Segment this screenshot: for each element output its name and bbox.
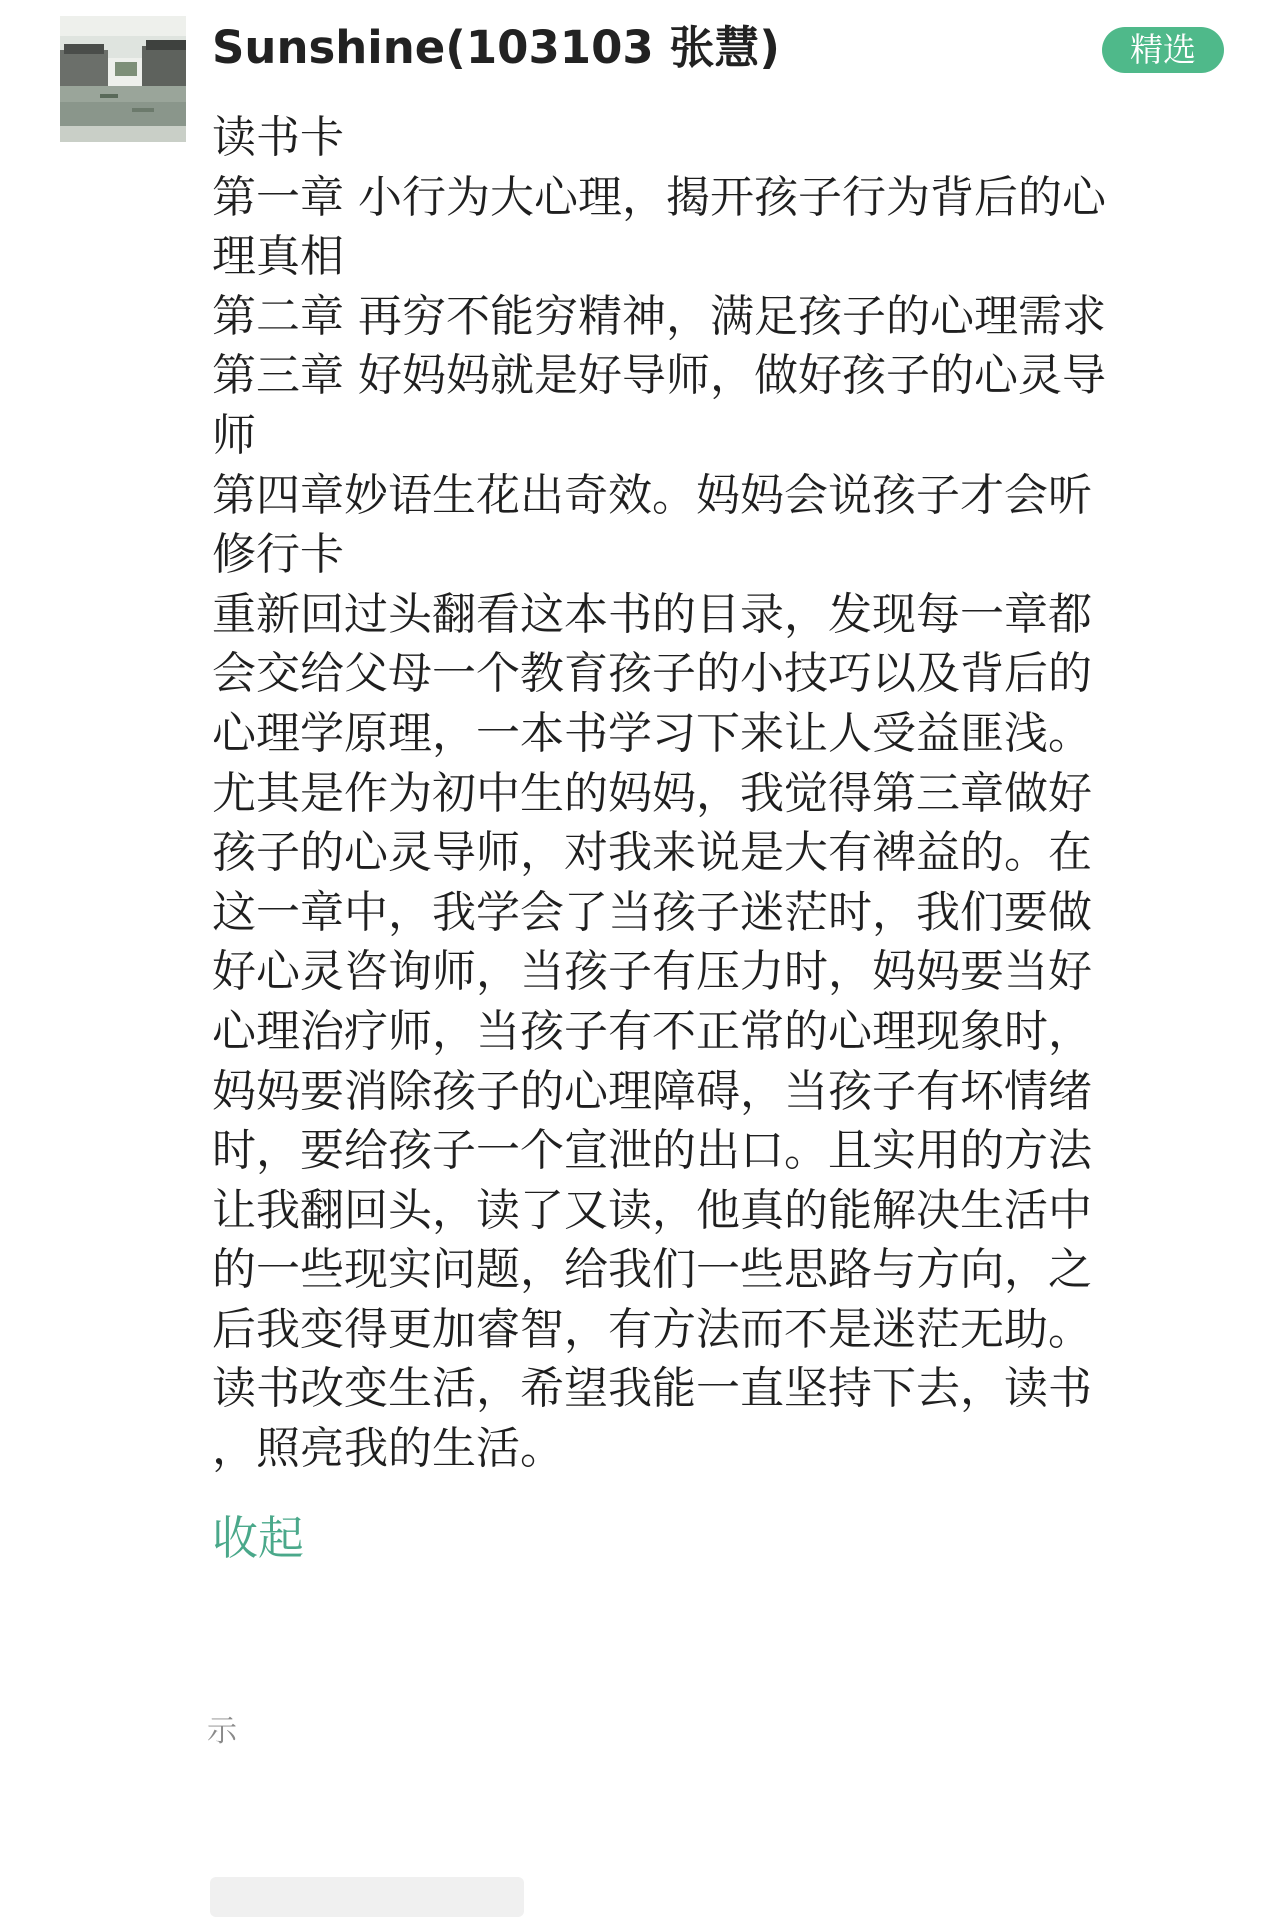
loading-placeholder (210, 1877, 524, 1917)
collapse-link[interactable]: 收起 (212, 1511, 304, 1565)
post-text-line: 妈妈要消除孩子的心理障碍，当孩子有坏情绪 (212, 1065, 1092, 1117)
author-avatar[interactable] (60, 16, 186, 142)
post-text-line: 尤其是作为初中生的妈妈，我觉得第三章做好 (212, 767, 1092, 819)
post-text-line: 师 (212, 409, 256, 461)
post-text-line: 理真相 (212, 231, 344, 283)
post-text-line: 重新回过头翻看这本书的目录，发现每一章都 (212, 588, 1092, 640)
post-text-line: 心理治疗师，当孩子有不正常的心理现象时， (212, 1005, 1092, 1057)
post-text-line: 第二章 再穷不能穷精神，满足孩子的心理需求 (212, 290, 1106, 342)
featured-badge: 精选 (1102, 27, 1224, 73)
post-text-line: 修行卡 (212, 529, 344, 581)
post-text-line: 第四章妙语生花出奇效。妈妈会说孩子才会听 (212, 469, 1092, 521)
post-text-line: ，照亮我的生活。 (212, 1423, 564, 1475)
post-text-line: 后我变得更加睿智，有方法而不是迷茫无助。 (212, 1303, 1092, 1355)
post-text-line: 让我翻回头，读了又读，他真的能解决生活中 (212, 1184, 1092, 1236)
post-text-line: 孩子的心灵导师，对我来说是大有裨益的。在 (212, 827, 1092, 879)
avatar-image (60, 16, 186, 142)
post-text-line: 这一章中，我学会了当孩子迷茫时，我们要做 (212, 886, 1092, 938)
post-text-line: 第一章 小行为大心理，揭开孩子行为背后的心 (212, 171, 1106, 223)
post-content (212, 108, 1202, 1479)
post-text-line: 会交给父母一个教育孩子的小技巧以及背后的 (212, 648, 1092, 700)
post-text-line: 的一些现实问题，给我们一些思路与方向，之 (212, 1244, 1092, 1296)
truncated-text: 示 (207, 1714, 237, 1749)
post-text-line: 好心灵咨询师，当孩子有压力时，妈妈要当好 (212, 946, 1092, 998)
post-text-line: 心理学原理，一本书学习下来让人受益匪浅。 (212, 707, 1092, 759)
post-text-line: 时，要给孩子一个宣泄的出口。且实用的方法 (212, 1125, 1092, 1177)
post-text-line: 第三章 好妈妈就是好导师，做好孩子的心灵导 (212, 350, 1106, 402)
author-name[interactable]: Sunshine(103103 张慧) (212, 21, 780, 74)
post-text-line: 读书改变生活，希望我能一直坚持下去，读书 (212, 1363, 1092, 1415)
post-text-line: 读书卡 (212, 112, 344, 163)
